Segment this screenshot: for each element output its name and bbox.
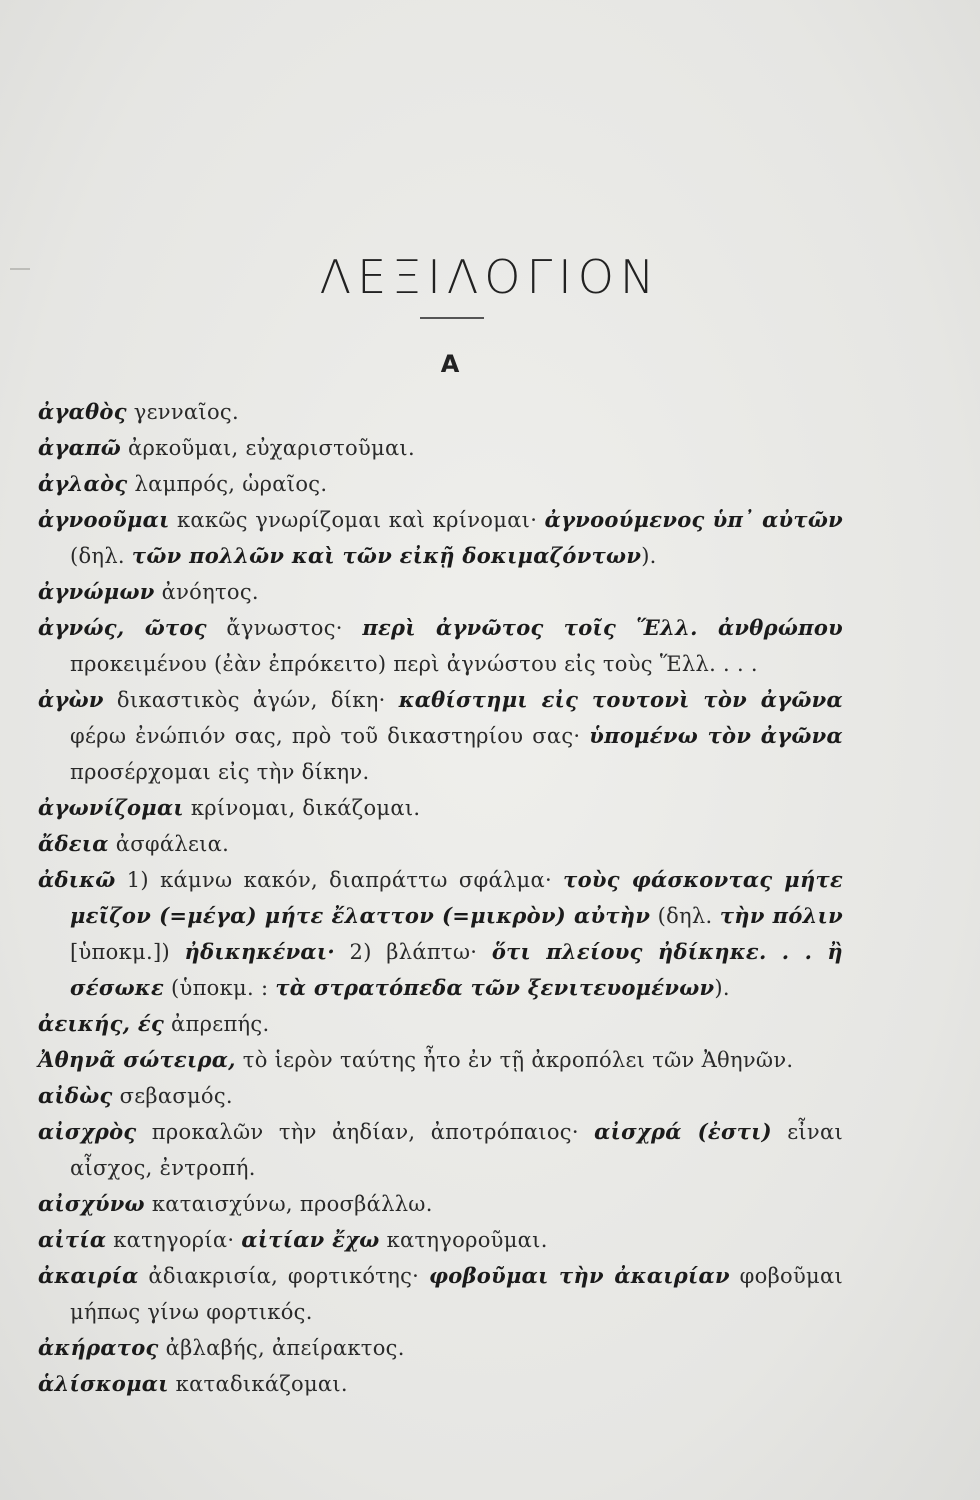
entry-phrase: τὰ στρατόπεδα τῶν ξενιτευομένων <box>275 975 715 1000</box>
entry-translation: ἀσφάλεια. <box>108 832 230 856</box>
entry-translation: (δηλ. <box>70 544 132 568</box>
entry-translation: ἀπρεπής. <box>164 1012 270 1036</box>
entry-translation: ). <box>714 976 730 1000</box>
glossary-entry <box>38 1366 843 1402</box>
entry-headword: ἀγωνίζομαι <box>38 795 184 820</box>
entry-headword: ἀδικῶ <box>38 867 116 892</box>
entry-headword: ἀκήρατος <box>38 1335 159 1360</box>
entry-translation: κρίνομαι, δικάζομαι. <box>183 796 421 820</box>
glossary-entry <box>38 1078 843 1114</box>
entry-headword: ἀγλαὸς <box>38 471 128 496</box>
glossary-entry <box>38 1042 843 1078</box>
glossary-entry <box>38 1258 843 1330</box>
entry-translation: καταδικάζομαι. <box>168 1372 348 1396</box>
glossary-entry <box>38 1006 843 1042</box>
entry-translation: γενναῖος. <box>126 400 239 424</box>
entry-phrase: περὶ ἀγνῶτος τοῖς Ἕλλ. ἀνθρώπου <box>362 615 844 640</box>
entry-translation: ἀνόητος. <box>154 580 259 604</box>
glossary-entry <box>38 790 843 826</box>
entry-headword: Ἀθηνᾶ σώτειρα, <box>38 1047 236 1072</box>
glossary-entry <box>38 574 843 610</box>
entry-phrase: τῶν πολλῶν καὶ τῶν εἰκῇ δοκιμαζόντων <box>131 543 642 568</box>
entry-translation: σεβασμός. <box>112 1084 233 1108</box>
glossary-entry <box>38 502 843 574</box>
entry-translation: (ὑποκμ. : <box>164 976 276 1000</box>
entry-phrase: καθίστημι εἰς τουτονὶ τὸν ἀγῶνα <box>398 687 843 712</box>
entry-translation: 2) βλάπτω· <box>334 940 492 964</box>
show-through-text <box>60 95 920 231</box>
entry-translation: προκειμένου (ἐὰν ἐπρόκειτο) περὶ ἀγνώστου εἰς τοὺς Ἕλλ. . . . <box>70 652 758 676</box>
entry-translation: [ὑποκμ.]) <box>70 940 185 964</box>
entry-phrase: ὅτι πλείους ἠδίκηκε. . . ἢ σέσωκε <box>70 939 843 1000</box>
entry-headword: ἀγαπῶ <box>38 435 122 460</box>
glossary-entry <box>38 1186 843 1222</box>
entry-translation: λαμπρός, ὡραῖος. <box>127 472 328 496</box>
entry-translation: προσέρχομαι εἰς τὴν δίκην. <box>70 760 370 784</box>
entry-headword: ἀγνώμων <box>38 579 155 604</box>
entry-headword: ἀγαθὸς <box>38 399 127 424</box>
entry-phrase: ἠδικηκέναι· <box>184 939 335 964</box>
glossary-entry <box>38 1222 843 1258</box>
entry-translation: δικαστικὸς ἀγών, δίκη· <box>103 688 399 712</box>
entry-headword: αἰδὼς <box>38 1083 113 1108</box>
glossary-entry <box>38 862 843 1006</box>
entry-headword: ἀεικής, ές <box>38 1011 165 1036</box>
entry-translation: προκαλῶν τὴν ἀηδίαν, ἀποτρόπαιος· <box>136 1120 595 1144</box>
entry-phrase: τὴν πόλιν <box>719 903 844 928</box>
entry-headword: ἀγὼν <box>38 687 104 712</box>
entry-headword: ἀκαιρία <box>38 1263 139 1288</box>
entry-translation: κακῶς γνωρίζομαι καὶ κρίνομαι· <box>169 508 545 532</box>
glossary-entry <box>38 610 843 682</box>
entry-translation: καταισχύνω, προσβάλλω. <box>144 1192 433 1216</box>
entry-translation: ἀβλαβής, ἀπείρακτος. <box>158 1336 405 1360</box>
entry-translation: φοβοῦμαι μήπως γίνω φορτικός. <box>70 1264 843 1324</box>
glossary-entry <box>38 682 843 790</box>
entry-phrase: τοὺς φάσκοντας μήτε μεῖζον (=μέγα) μήτε ἔλαττον (=μικρὸν) αὐτὴν <box>70 867 844 928</box>
glossary-entry <box>38 394 843 430</box>
entry-translation: ἀρκοῦμαι, εὐχαριστοῦμαι. <box>121 436 415 460</box>
entry-phrase: ὑπομένω τὸν ἀγῶνα <box>589 723 843 748</box>
page-title: ΛΕΞΙΛΟΓΙΟΝ <box>319 250 661 304</box>
entry-translation: τὸ ἱερὸν ταύτης ἦτο ἐν τῇ ἀκροπόλει τῶν Ἀθηνῶν. <box>235 1048 794 1072</box>
entry-translation: (δηλ. <box>650 904 720 928</box>
entry-headword: ἁλίσκομαι <box>38 1371 169 1396</box>
entry-translation: 1) κάμνω κακόν, διαπράττω σφάλμα· <box>115 868 564 892</box>
entry-translation: φέρω ἐνώπιόν σας, πρὸ τοῦ δικαστηρίου σας· <box>70 724 590 748</box>
glossary-entry <box>38 826 843 862</box>
entry-headword: αἰσχύνω <box>38 1191 145 1216</box>
entry-headword: ἄδεια <box>38 831 109 856</box>
glossary-entry <box>38 466 843 502</box>
entry-phrase: ἀγνοούμενος ὑπ᾿ αὐτῶν <box>544 507 843 532</box>
entry-translation: ). <box>641 544 657 568</box>
glossary-entry <box>38 1114 843 1186</box>
entry-headword: αἰτία <box>38 1227 107 1252</box>
glossary-entry <box>38 430 843 466</box>
entry-headword: ἀγνώς, ῶτος <box>38 615 207 640</box>
entry-headword: αἰσχρὸς <box>38 1119 137 1144</box>
entry-headword: ἀγνοοῦμαι <box>38 507 170 532</box>
glossary-entries <box>38 394 843 1402</box>
entry-translation: ἄγνωστος· <box>206 616 363 640</box>
entry-translation: ἀδιακρισία, φορτικότης· <box>138 1264 429 1288</box>
title-rule <box>420 317 484 319</box>
entry-translation: κατηγορία· <box>106 1228 242 1252</box>
entry-phrase: αἰτίαν ἔχω <box>241 1227 380 1252</box>
entry-translation: εἶναι αἶσχος, ἐντροπή. <box>70 1120 843 1180</box>
entry-translation: κατηγοροῦμαι. <box>379 1228 548 1252</box>
entry-phrase: φοβοῦμαι τὴν ἀκαιρίαν <box>428 1263 730 1288</box>
section-letter: Α <box>440 350 460 378</box>
glossary-entry <box>38 1330 843 1366</box>
entry-phrase: αἰσχρά (ἐστι) <box>594 1119 772 1144</box>
